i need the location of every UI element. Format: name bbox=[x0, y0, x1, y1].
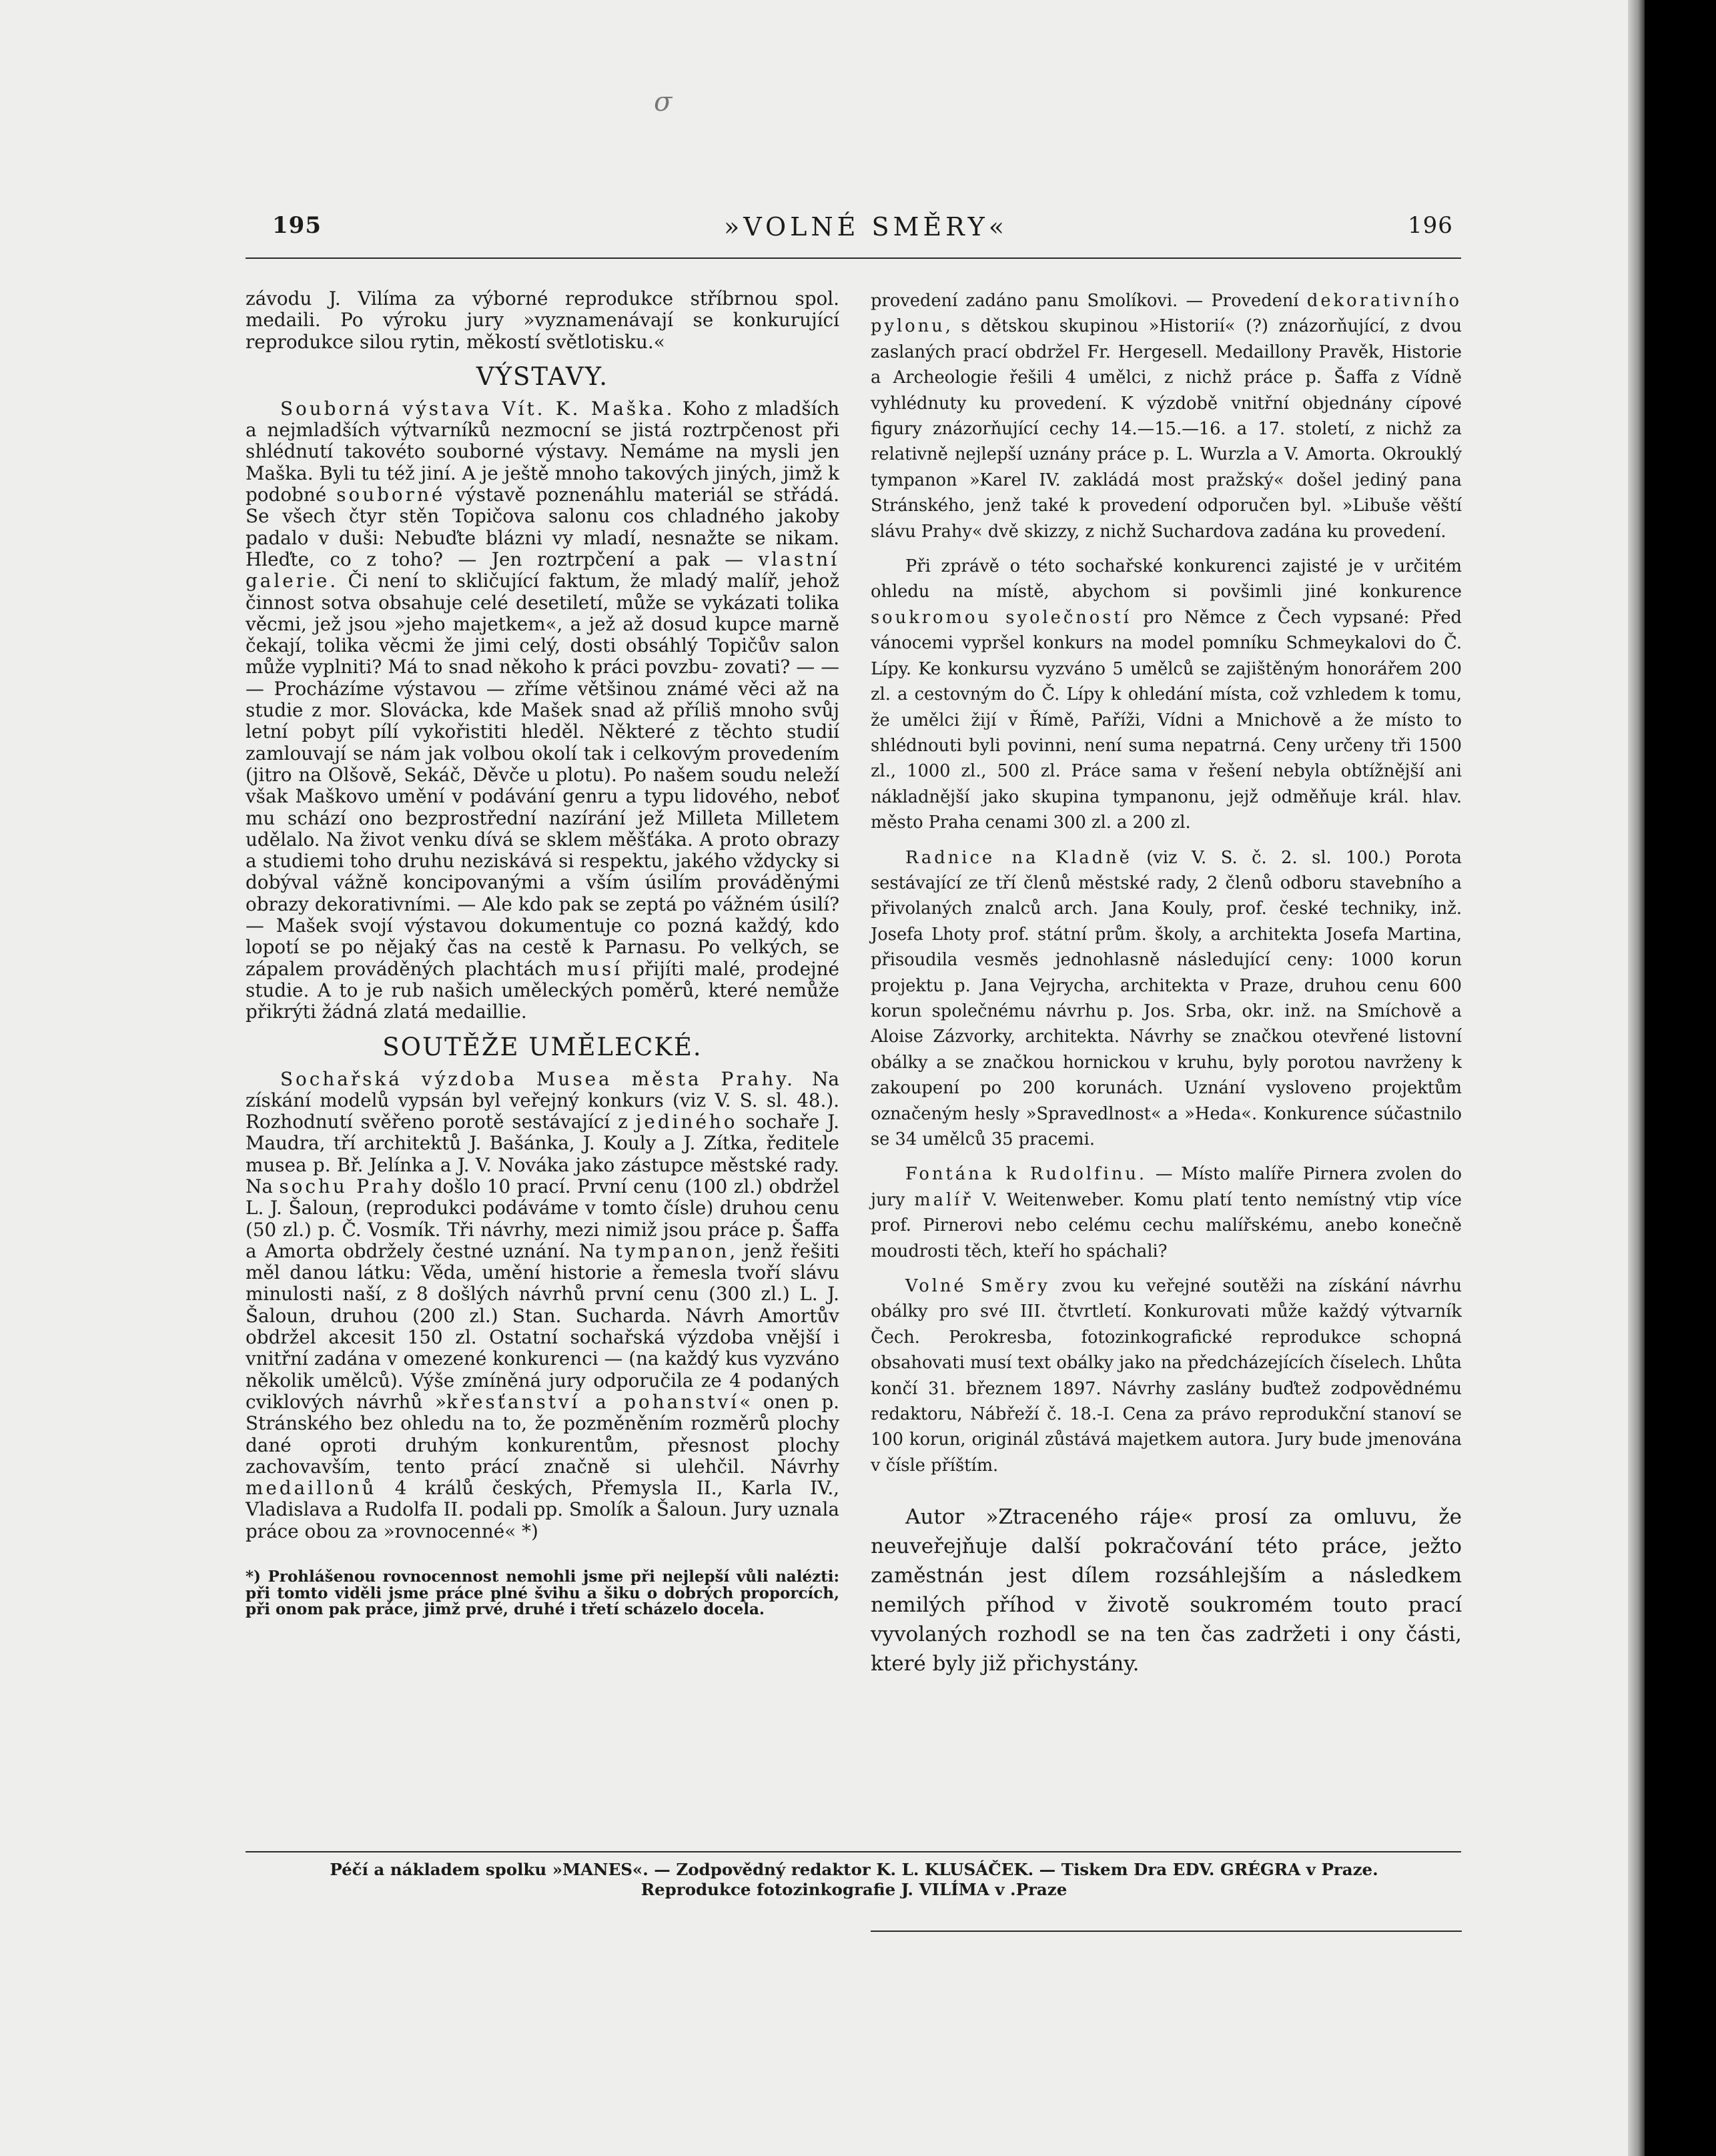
private-competition-paragraph: Při zprávě o této sochařské konkurenci zajisté je v určitém ohledu na místě, abychom si povšimli jiné konkurence soukromou syolečností pro Němce z Čech vypsané: Před vánocemi vypršel konkurs na model pomníku Schmeykalovi do Č. Lípy. Ke konkursu vyzváno 5 umělců se zajištěným honorářem 200 zl. a cestovným do Č. Lípy k ohledání místa, což vzhledem k tomu, že umělci žijí v Římě, Paříži, Vídni a Mnichově a že místo to shlédnouti byli povinni, není suma nepatrná. Ceny určeny tři 1500 zl., 1000 zl., 500 zl. Práce sama v řešení nebyla obtížnější ani nákladnější jako skupina tympanonu, jejž odměňuje král. hlav. město Praha cenami 300 zl. a 200 zl. bbox=[871, 556, 1462, 833]
imprint-rule bbox=[246, 1851, 1461, 1852]
continuation-paragraph: provedení zadáno panu Smolíkovi. — Provedení dekorativního pylonu, s dětskou skupinou »Historií« (?) znázorňující, z dvou zaslaných prací obdržel Fr. Hergesell. Medaillony Pravěk, Historie a Archeologie řešili 4 umělci, z nichž práce p. Šaffa z Vídně vyhlédnuty ku provedení. K výzdobě vnitřní objednány cípové figury znázorňující cechy 14.—15.—16. a 17. století, z nichž za relativně nejlepší uznány práce p. L. Wurzla a V. Amorta. Okrouklý tympanon »Karel IV. zakládá most pražský« došel jediný pana Stránského, jenž také k provedení odporučen byl. »Libuše věští slávu Prahy« dvě skizzy, z nichž Suchardova zadána ku provedení. bbox=[871, 291, 1462, 542]
right-column bbox=[871, 288, 1462, 1688]
section-heading-vystavy: VÝSTAVY. bbox=[476, 362, 609, 391]
notice-rule bbox=[871, 1931, 1462, 1932]
kladno-town-hall-paragraph: Radnice na Kladně (viz V. S. č. 2. sl. 100.) Porota sestávající ze tří členů městské rady, 2 členů odboru stavebního a přivolaných znalců arch. Jana Kouly, prof. české techniky, inž. Josefa Lhoty prof. státní prům. školy, a architekta Josefa Martina, přisoudila vesměs jednohlasně následující ceny: 1000 korun projektu p. Jana Vejrycha, architekta v Praze, druhou cenu 600 korun společnému návrhu p. Jos. Srba, okr. inž. na Smíchově a Aloise Zázvorky, architekta. Návrhy se značkou otevřené listovní obálky a se značkou hornickou v kruhu, byly porotou navrženy k zakoupení po 200 korunách. Uznání vysloveno projektům označeným hesly »Spravedlnost« a »Heda«. Konkurence súčastnilo se 34 umělců 35 pracemi. bbox=[871, 847, 1462, 1149]
intro-paragraph: závodu J. Vilíma za výborné reprodukce stříbrnou spol. medaili. Po výroku jury »vyznamenávají se konkurující reprodukce silou rytin, měkostí světlotisku.« bbox=[246, 288, 839, 353]
header-rule bbox=[246, 257, 1461, 259]
rudolfinum-fountain-paragraph: Fontána k Rudolfinu. — Místo malíře Pirnera zvolen do jury malíř V. Weitenweber. Komu platí tento nemístný vtip více prof. Pirnerovi nebo celému cechu malířskému, anebo konečně moudrosti těch, kteří ho spáchali? bbox=[871, 1164, 1462, 1261]
page-number-right: 196 bbox=[1408, 212, 1453, 239]
left-column bbox=[246, 288, 839, 1618]
author-notice: Autor »Ztraceného ráje« prosí za omluvu, že neuveřejňuje další pokračování této práce, ježto zaměstnán jest dílem rozsáhlejším a následkem nemilých příhod v životě soukromém touto prací vyvolaných rozhodl se na ten čas zadržeti i ony části, které byly již přichystány. bbox=[871, 1505, 1462, 1676]
footnote: *) Prohlášenou rovnocennost nemohli jsme při nejlepší vůli nalézti: při tomto viděli jsme práce plné švihu a šiku o dobrých proporcích, při onom pak práce, jimž prvé, druhé i třetí scházelo docela. bbox=[246, 1568, 839, 1619]
section-heading-souteze: SOUTĚŽE UMĚLECKÉ. bbox=[382, 1032, 703, 1061]
imprint bbox=[247, 1860, 1461, 1900]
pencil-mark: σ bbox=[654, 87, 673, 117]
page-edge-shadow bbox=[1628, 0, 1645, 2156]
cover-competition-paragraph: Volné Směry zvou ku veřejné soutěži na získání návrhu obálky pro své III. čtvrtletí. Konkurovati může každý výtvarník Čech. Perokresba, fotozinkografické reprodukce schopná obsahovati musí text obálky jako na předcházejících číselech. Lhůta končí 31. březnem 1897. Návrhy zaslány buďtež zodpovědnému redaktoru, Nábřeží č. 18.-I. Cena za právo reprodukční stanoví se 100 korun, originál zůstává majetkem autora. Jury bude jmenována v čísle příštím. bbox=[871, 1276, 1462, 1476]
exhibition-paragraph: Souborná výstava Vít. K. Maška. Koho z mladších a nejmladších výtvarníků nezmocní se jistá roztrpčenost při shlédnutí takovéto souborné výstavy. Nemáme na mysli jen Maška. Byli tu též jiní. A je ještě mnoho takových jiných, jimž k podobné souborné výstavě poznenáhlu materiál se střádá. Se všech čtyr stěn Topičova salonu cos chladného jakoby padalo v duši: Nebuďte blázni vy mladí, nesnažte se nikam. Hleďte, co z toho? — Jen roztrpčení a pak — vlastní galerie. Či není to skličující faktum, že mladý malíř, jehož činnost sotva obsahuje celé desetiletí, může se vykázati tolika věcmi, jež jsou »jeho majetkem«, a jež až dosud kupce marně čekají, tolika věcmi že jimi celý, dosti obsáhlý Topičův salon může vyplniti? Má to snad někoho k práci povzbu- zovati? — — — Procházíme výstavou — zříme většinou známé věci až na studie z mor. Slovácka, kde Mašek snad až příliš mnoho svůj letní pobyt pílí vykořistiti hleděl. Některé z těchto studií zamlouvají se nám jak volbou okolí tak i celkovým provedením (jitro na Olšově, Sekáč, Děvče u plotu). Po našem soudu neleží však Maškovo umění v podávání genru a typu lidového, neboť mu schází ono bezprostřední nazírání jež Milleta Milletem udělalo. Na život venku dívá se sklem měšťáka. A proto obrazy a studiemi toho druhu neziskává si respektu, jakého vždycky si dobýval vážně koncipovanými a vším úsilím prováděnými obrazy dekorativními. — Ale kdo pak se zeptá po vážném úsilí? — Mašek svojí výstavou dokumentuje co pozná každý, kdo lopotí se po nějaký čas na cestě k Parnasu. Po velkých, se zápalem prováděných plachtách musí přijíti malé, prodejné studie. A to je rub našich uměleckých poměrů, které nemůže přikrýti žádná zlatá medaillie. bbox=[246, 397, 839, 1023]
page-number-left: 195 bbox=[272, 212, 322, 239]
journal-title: »VOLNÉ SMĚRY« bbox=[724, 212, 1008, 241]
competition-paragraph: Sochařská výzdoba Musea města Prahy. Na získání modelů vypsán byl veřejný konkurs (viz V. S. sl. 48.). Rozhodnutí svěřeno porotě sestávající z jediného sochaře J. Maudra, tří architektů J. Bašánka, J. Kouly a J. Zítka, ředitele musea p. Bř. Jelínka a J. V. Nováka jako zástupce městské rady. Na sochu Prahy došlo 10 prací. První cenu (100 zl.) obdržel L. J. Šaloun, (reprodukci podáváme v tomto čísle) druhou cenu (50 zl.) p. Č. Vosmík. Tři návrhy, mezi nimiž jsou práce p. Šaffa a Amorta obdržely čestné uznání. Na tympanon, jenž řešiti měl danou látku: Věda, umění historie a řemesla tvoří slávu minulosti naší, z 8 došlých návrhů první cenu (300 zl.) L. J. Šaloun, druhou (200 zl.) Stan. Sucharda. Návrh Amortův obdržel akcesit 150 zl. Ostatní sochařská výzdoba vnější i vnitřní zadána v omezené konkurenci — (na každý kus vyzváno několik umělců). Výše zmíněná jury odporučila ze 4 podaných cviklových návrhů »křesťanství a pohanství« onen p. Stránského bez ohledu na to, že pozměněním rozměrů plochy dané oproti druhým konkurentům, přesnost plochy zachovavším, tento prácí značně si ulehčil. Návrhy medaillonů 4 králů českých, Přemysla II., Karla IV., Vladislava a Rudolfa II. podali pp. Smolík a Šaloun. Jury uznala práce obou za »rovnocenné« *) bbox=[246, 1067, 840, 1542]
imprint-line-1: Péčí a nákladem spolku »MANES«. — Zodpovědný redaktor K. L. KLUSÁČEK. — Tiskem Dra EDV. GRÉGRA v Praze. bbox=[330, 1860, 1378, 1879]
imprint-line-2: Reprodukce fotozinkografie J. VILÍMA v .Praze bbox=[640, 1880, 1067, 1899]
